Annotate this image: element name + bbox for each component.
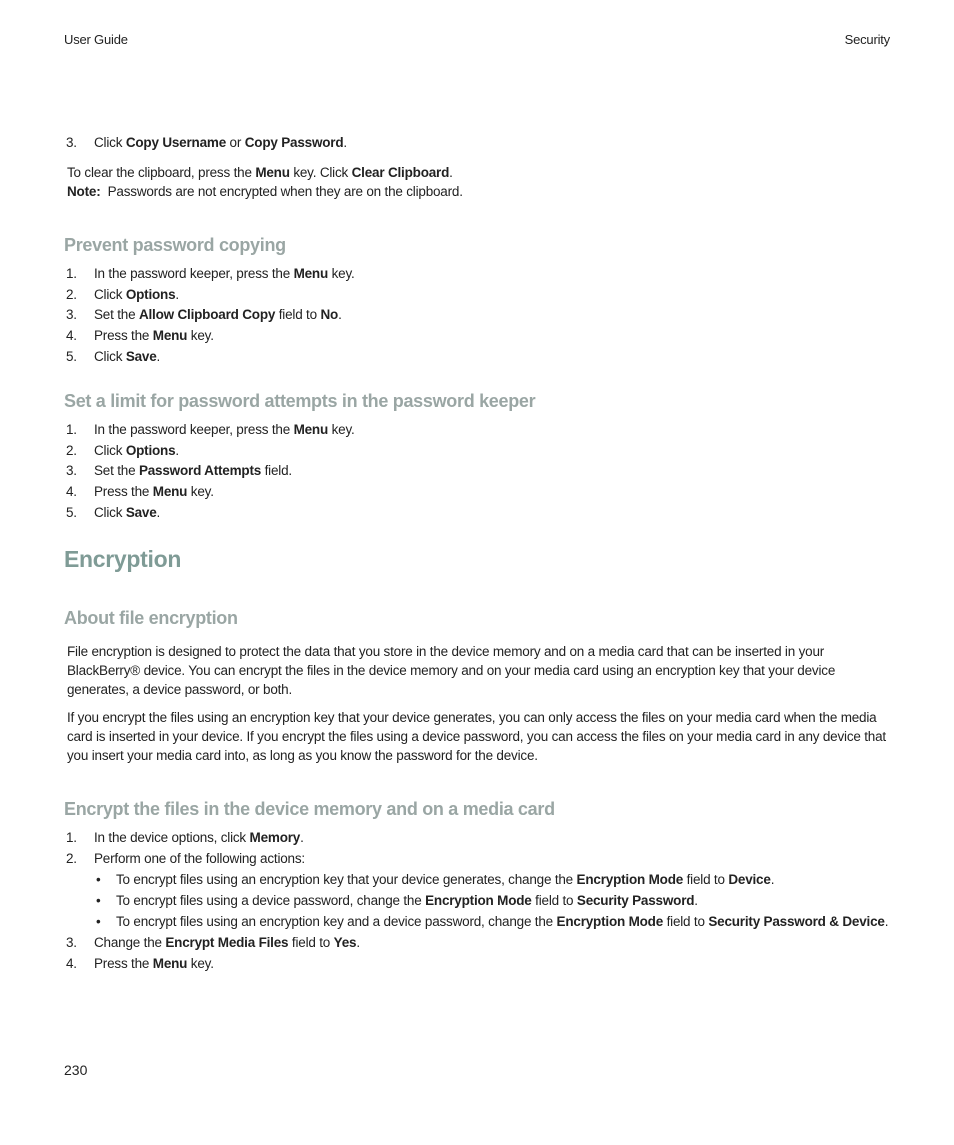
about-paragraph-2: If you encrypt the files using an encryption key that your device generates, you can only access the files on your media card when the media card is inserted in your device. If you encrypt the files using a device password, you can access the files on your media card in any device that you insert your media card into, as long as you know the password for the device. (67, 710, 886, 763)
step: 3. Set the Allow Clipboard Copy field to No. (66, 307, 342, 323)
heading-prevent-password-copying: Prevent password copying (64, 235, 286, 255)
about-paragraph-1: File encryption is designed to protect the data that you store in the device memory and on a media card that can be inserted in your BlackBerry® device. You can encrypt the files in the device memory and on your media card using an encryption key that your device generates, a device password, or both. (67, 644, 836, 697)
action-options (94, 870, 890, 931)
encrypt-steps (66, 828, 890, 975)
clear-clipboard-text: To clear the clipboard, press the Menu key. Click Clear Clipboard. (67, 165, 453, 180)
step-number: 3. (66, 135, 77, 150)
list-item: • To encrypt files using an encryption key that your device generates, change the Encryption Mode field to Device. (96, 872, 775, 888)
step: 3. Set the Password Attempts field. (66, 463, 292, 479)
heading-encryption: Encryption (64, 546, 182, 572)
step: 5. Click Save. (66, 348, 161, 364)
step: 4. Press the Menu key. (66, 484, 214, 500)
step: 4. Press the Menu key. (66, 956, 214, 972)
running-header-title: User Guide (64, 32, 128, 47)
continued-steps (66, 133, 890, 154)
about-encryption-body (64, 642, 890, 765)
page-number: 230 (64, 1062, 88, 1078)
list-item: • To encrypt files using a device password, change the Encryption Mode field to Security Password. (96, 893, 698, 909)
step: 1. In the password keeper, press the Menu key. (66, 422, 355, 437)
step: 2. Click Options. (66, 442, 179, 458)
clipboard-note-block (64, 163, 890, 201)
step: 2. Perform one of the following actions: • To encrypt files using an encryption key that your device generates, change the Encryption Mode field to Device. • To encrypt files using a device password, change the Encryption Mode field to Security Password. • To encrypt files using an encryption key and a device password, change the Encryption Mode field to Security Password & Device. (66, 850, 889, 930)
step: 1. In the device options, click Memory. (66, 830, 304, 845)
step: 5. Click Save. (66, 504, 161, 520)
step: 4. Press the Menu key. (66, 328, 214, 344)
note-text: Note: Passwords are not encrypted when they are on the clipboard. (67, 184, 463, 199)
limit-steps (66, 420, 890, 524)
prevent-steps (66, 264, 890, 368)
heading-encrypt-files: Encrypt the files in the device memory and on a media card (64, 799, 555, 819)
heading-password-attempts-limit: Set a limit for password attempts in the password keeper (64, 391, 536, 411)
list-item: • To encrypt files using an encryption key and a device password, change the Encryption Mode field to Security Password & Device. (96, 914, 889, 930)
running-header-section: Security (844, 32, 890, 47)
step-copy: 3. Click Copy Username or Copy Password. (66, 133, 890, 154)
heading-about-file-encryption: About file encryption (64, 608, 238, 628)
step: 1. In the password keeper, press the Menu key. (66, 266, 355, 281)
step: 2. Click Options. (66, 286, 179, 302)
step: 3. Change the Encrypt Media Files field to Yes. (66, 935, 360, 951)
